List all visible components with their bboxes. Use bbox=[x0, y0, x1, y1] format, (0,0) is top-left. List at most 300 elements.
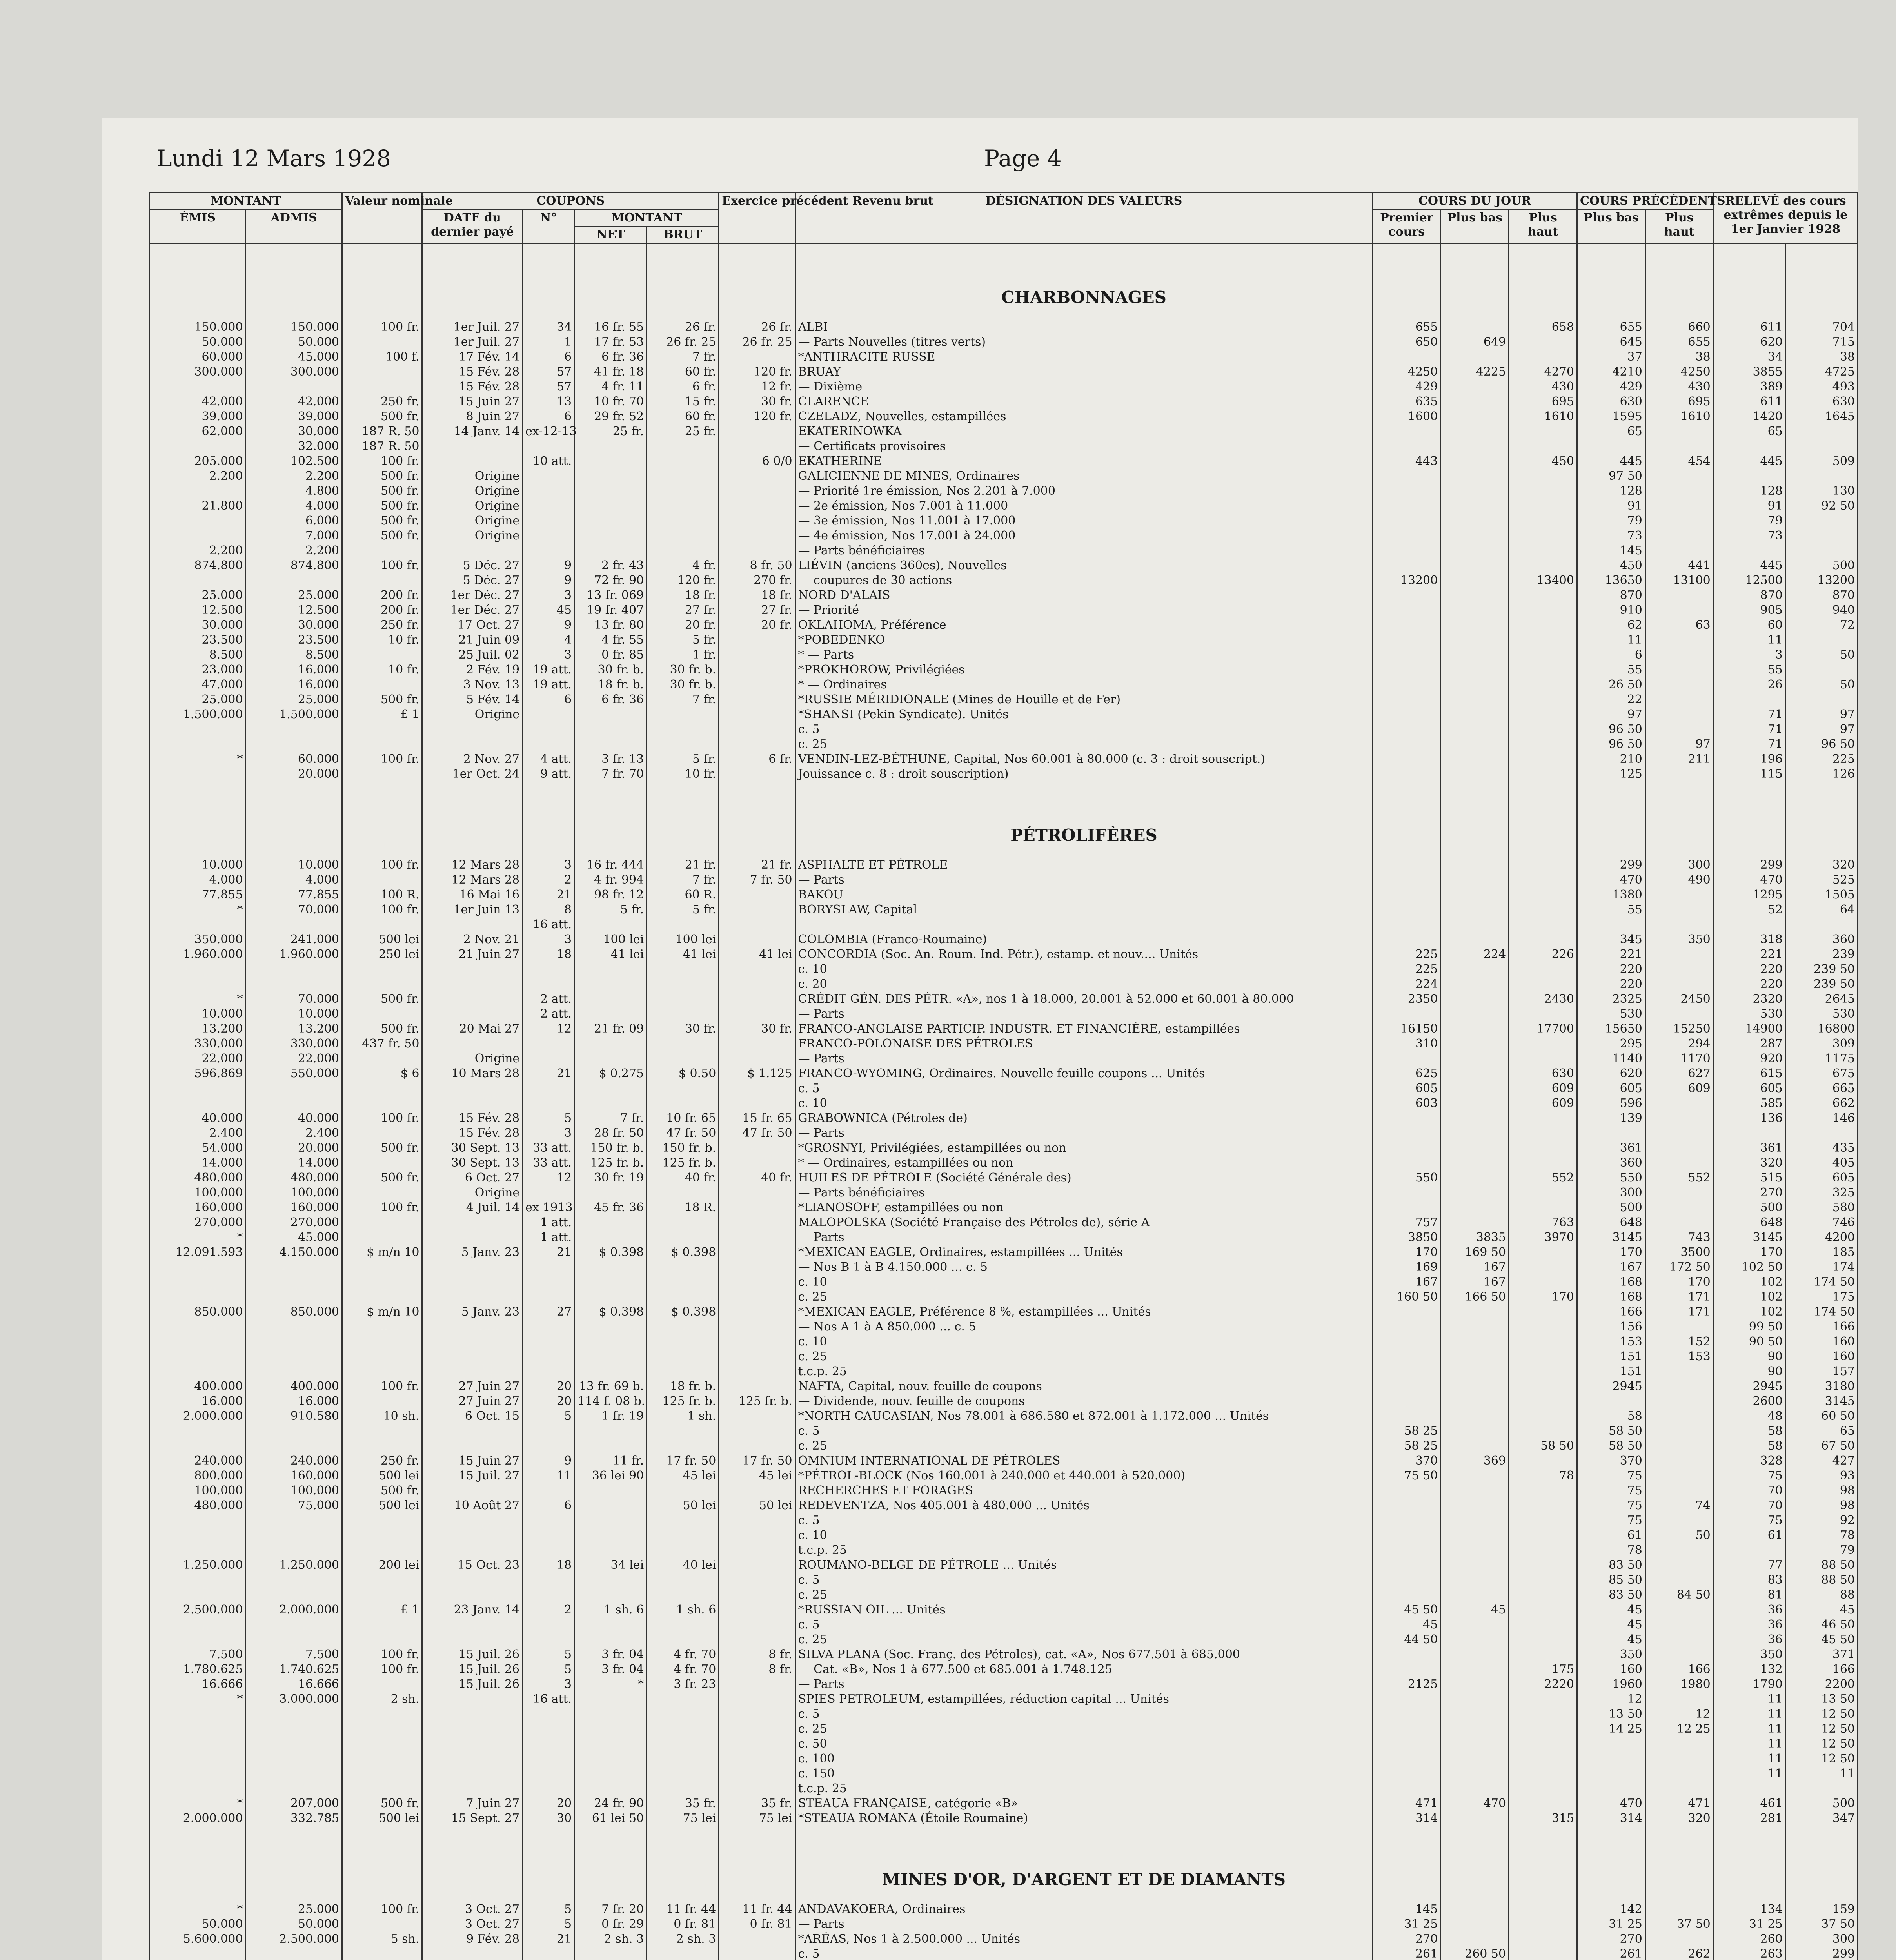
table-cell bbox=[647, 1260, 719, 1275]
table-cell bbox=[1441, 1751, 1509, 1766]
table-cell: 2945 bbox=[1713, 1379, 1785, 1394]
table-cell bbox=[719, 1483, 795, 1498]
table-cell bbox=[1373, 692, 1441, 707]
table-cell bbox=[342, 1947, 422, 1960]
table-cell: 28 fr. 50 bbox=[575, 1126, 647, 1141]
table-cell: 100 f. bbox=[342, 350, 422, 365]
table-cell bbox=[1373, 1126, 1441, 1141]
table-cell bbox=[422, 1588, 523, 1602]
table-cell: 13.200 bbox=[246, 1022, 342, 1036]
table-cell bbox=[1509, 469, 1577, 484]
table-cell: 58 bbox=[1713, 1439, 1785, 1454]
table-cell bbox=[1373, 873, 1441, 887]
table-cell: 100 fr. bbox=[342, 858, 422, 873]
table-cell: 3500 bbox=[1645, 1245, 1713, 1260]
table-cell bbox=[1373, 633, 1441, 648]
table-cell bbox=[719, 917, 795, 932]
table-cell bbox=[246, 1751, 342, 1766]
table-cell: 14900 bbox=[1713, 1022, 1785, 1036]
table-cell bbox=[647, 1947, 719, 1960]
table-cell: 350.000 bbox=[150, 932, 246, 947]
table-cell bbox=[246, 1513, 342, 1528]
section-empty-cell bbox=[575, 782, 647, 858]
table-cell: 58 25 bbox=[1373, 1424, 1441, 1439]
table-cell: 115 bbox=[1713, 767, 1785, 782]
table-cell: 97 bbox=[1645, 737, 1713, 752]
table-cell: — Nos A 1 à A 850.000 ... c. 5 bbox=[795, 1319, 1373, 1334]
table-cell: 7 Juin 27 bbox=[422, 1796, 523, 1811]
table-cell: 45 bbox=[1785, 1602, 1858, 1617]
table-row bbox=[150, 543, 1858, 558]
table-cell: 443 bbox=[1373, 454, 1441, 469]
table-cell: *GROSNYI, Privilégiées, estampillées ou non bbox=[795, 1141, 1373, 1156]
table-cell: ASPHALTE ET PÉTROLE bbox=[795, 858, 1373, 873]
table-cell: OMNIUM INTERNATIONAL DE PÉTROLES bbox=[795, 1454, 1373, 1468]
table-cell: 270.000 bbox=[150, 1215, 246, 1230]
table-cell bbox=[342, 1007, 422, 1022]
table-cell bbox=[719, 1766, 795, 1781]
table-cell bbox=[1373, 1364, 1441, 1379]
table-cell: 320 bbox=[1785, 858, 1858, 873]
table-cell bbox=[1785, 439, 1858, 454]
section-empty-cell bbox=[523, 243, 575, 320]
table-cell: 2.200 bbox=[246, 543, 342, 558]
table-cell bbox=[1645, 1513, 1713, 1528]
table-cell: 4 fr. 11 bbox=[575, 379, 647, 394]
table-cell bbox=[1509, 1558, 1577, 1573]
table-cell bbox=[719, 1543, 795, 1558]
table-cell bbox=[1713, 543, 1785, 558]
table-cell bbox=[719, 1096, 795, 1111]
table-cell: 435 bbox=[1785, 1141, 1858, 1156]
table-cell: 10 fr. bbox=[647, 767, 719, 782]
table-cell bbox=[342, 873, 422, 887]
table-cell: 83 50 bbox=[1577, 1588, 1645, 1602]
table-cell bbox=[422, 1543, 523, 1558]
table-cell: 14 Janv. 14 bbox=[422, 424, 523, 439]
table-cell bbox=[246, 1096, 342, 1111]
table-cell: 5 bbox=[523, 1917, 575, 1932]
table-cell: 5 fr. bbox=[647, 902, 719, 917]
table-cell: 36 bbox=[1713, 1617, 1785, 1632]
section-empty-cell bbox=[575, 1826, 647, 1902]
table-cell: 4250 bbox=[1645, 365, 1713, 379]
table-cell: BAKOU bbox=[795, 887, 1373, 902]
table-cell: 4 att. bbox=[523, 752, 575, 767]
table-cell bbox=[1373, 618, 1441, 633]
table-cell: 45 bbox=[1373, 1617, 1441, 1632]
table-cell bbox=[647, 1781, 719, 1796]
table-cell bbox=[1441, 454, 1509, 469]
table-cell: 5 fr. bbox=[575, 902, 647, 917]
table-cell: c. 25 bbox=[795, 737, 1373, 752]
table-cell: 13 fr. 069 bbox=[575, 588, 647, 603]
table-cell: 2.500.000 bbox=[150, 1602, 246, 1617]
table-cell: 314 bbox=[1577, 1811, 1645, 1826]
table-cell bbox=[1509, 1632, 1577, 1647]
table-cell: 30.000 bbox=[246, 424, 342, 439]
table-cell: 134 bbox=[1713, 1902, 1785, 1917]
table-cell: 92 50 bbox=[1785, 499, 1858, 514]
table-cell bbox=[422, 1617, 523, 1632]
table-cell bbox=[575, 962, 647, 977]
table-cell bbox=[150, 1737, 246, 1751]
table-cell bbox=[647, 454, 719, 469]
table-cell: 3 Nov. 13 bbox=[422, 677, 523, 692]
table-cell: 41 lei bbox=[647, 947, 719, 962]
table-cell bbox=[523, 528, 575, 543]
table-cell bbox=[1441, 528, 1509, 543]
table-cell: c. 5 bbox=[795, 1947, 1373, 1960]
table-cell: 295 bbox=[1577, 1036, 1645, 1051]
table-cell bbox=[1645, 1766, 1713, 1781]
table-row bbox=[150, 1275, 1858, 1290]
table-cell: 167 bbox=[1441, 1260, 1509, 1275]
table-cell: 1980 bbox=[1645, 1677, 1713, 1692]
table-cell: 11 bbox=[523, 1468, 575, 1483]
table-cell bbox=[422, 1692, 523, 1707]
table-cell bbox=[150, 1439, 246, 1454]
table-cell: *PÉTROL-BLOCK (Nos 160.001 à 240.000 et 440.001 à 520.000) bbox=[795, 1468, 1373, 1483]
table-cell: 211 bbox=[1645, 752, 1713, 767]
table-cell: 445 bbox=[1577, 454, 1645, 469]
table-cell: 3 Oct. 27 bbox=[422, 1917, 523, 1932]
table-cell: 2 Fév. 19 bbox=[422, 662, 523, 677]
table-cell: 23.500 bbox=[246, 633, 342, 648]
table-row bbox=[150, 1796, 1858, 1811]
table-cell bbox=[1509, 1917, 1577, 1932]
table-cell bbox=[1441, 573, 1509, 588]
table-row bbox=[150, 737, 1858, 752]
table-cell: 530 bbox=[1713, 1007, 1785, 1022]
table-cell bbox=[647, 917, 719, 932]
table-row bbox=[150, 618, 1858, 633]
table-cell: 20.000 bbox=[246, 1141, 342, 1156]
table-cell: OKLAHOMA, Préférence bbox=[795, 618, 1373, 633]
table-cell: 9 bbox=[523, 618, 575, 633]
section-title: CHARBONNAGES bbox=[795, 243, 1373, 320]
table-cell bbox=[422, 1007, 523, 1022]
releve-header: RELEVÉ des cours extrêmes depuis le 1er Janvier 1928 bbox=[1713, 193, 1858, 243]
table-cell bbox=[1373, 558, 1441, 573]
table-cell bbox=[719, 1230, 795, 1245]
table-cell: 16.000 bbox=[150, 1394, 246, 1409]
table-cell bbox=[422, 962, 523, 977]
table-cell: 635 bbox=[1373, 394, 1441, 409]
table-cell: 52 bbox=[1713, 902, 1785, 917]
table-cell: $ 6 bbox=[342, 1066, 422, 1081]
table-cell bbox=[1373, 722, 1441, 737]
table-cell: c. 25 bbox=[795, 1349, 1373, 1364]
table-cell: 99 50 bbox=[1713, 1319, 1785, 1334]
table-cell bbox=[1373, 528, 1441, 543]
table-cell: 9 bbox=[523, 558, 575, 573]
table-cell: 221 bbox=[1577, 947, 1645, 962]
table-cell bbox=[719, 767, 795, 782]
table-cell bbox=[719, 707, 795, 722]
table-cell: *RUSSIE MÉRIDIONALE (Mines de Houille et de Fer) bbox=[795, 692, 1373, 707]
table-row bbox=[150, 454, 1858, 469]
table-cell bbox=[523, 1483, 575, 1498]
table-cell bbox=[422, 1751, 523, 1766]
table-cell bbox=[1509, 1647, 1577, 1662]
table-cell: 361 bbox=[1713, 1141, 1785, 1156]
table-cell: 157 bbox=[1785, 1364, 1858, 1379]
table-cell bbox=[523, 1781, 575, 1796]
table-cell: 100 fr. bbox=[342, 1379, 422, 1394]
table-cell: 609 bbox=[1509, 1081, 1577, 1096]
table-cell bbox=[719, 1081, 795, 1096]
table-cell bbox=[422, 1260, 523, 1275]
table-cell bbox=[1441, 662, 1509, 677]
table-cell: 11 bbox=[1713, 1722, 1785, 1737]
table-cell: 920 bbox=[1713, 1051, 1785, 1066]
table-cell bbox=[719, 722, 795, 737]
table-cell bbox=[1645, 677, 1713, 692]
table-cell: 5 bbox=[523, 1662, 575, 1677]
table-cell: Jouissance c. 8 : droit souscription) bbox=[795, 767, 1373, 782]
table-cell bbox=[523, 1290, 575, 1305]
table-cell: Origine bbox=[422, 514, 523, 528]
table-cell bbox=[1441, 1200, 1509, 1215]
table-cell bbox=[1441, 1677, 1509, 1692]
table-cell: 3 fr. 23 bbox=[647, 1677, 719, 1692]
table-cell bbox=[342, 1543, 422, 1558]
table-cell bbox=[719, 1305, 795, 1319]
table-cell: 42.000 bbox=[150, 394, 246, 409]
table-cell: 1170 bbox=[1645, 1051, 1713, 1066]
table-cell bbox=[342, 1617, 422, 1632]
table-cell: 239 50 bbox=[1785, 977, 1858, 992]
table-cell: 500 fr. bbox=[342, 484, 422, 499]
table-cell: 300 bbox=[1785, 1932, 1858, 1947]
table-cell bbox=[422, 1230, 523, 1245]
table-cell bbox=[1441, 499, 1509, 514]
table-cell bbox=[150, 1947, 246, 1960]
table-cell bbox=[1441, 1171, 1509, 1185]
table-cell bbox=[246, 977, 342, 992]
table-cell bbox=[1785, 1781, 1858, 1796]
table-cell: 715 bbox=[1785, 335, 1858, 350]
table-cell: STEAUA FRANÇAISE, catégorie «B» bbox=[795, 1796, 1373, 1811]
table-cell: 480.000 bbox=[150, 1498, 246, 1513]
table-cell bbox=[342, 1051, 422, 1066]
table-cell: 18 fr. bbox=[647, 588, 719, 603]
table-cell: 299 bbox=[1577, 858, 1645, 873]
table-cell: 153 bbox=[1645, 1349, 1713, 1364]
table-cell bbox=[1785, 1126, 1858, 1141]
table-cell bbox=[1785, 917, 1858, 932]
table-cell bbox=[719, 662, 795, 677]
table-cell bbox=[1785, 543, 1858, 558]
table-cell: 625 bbox=[1373, 1066, 1441, 1081]
table-cell bbox=[719, 1290, 795, 1305]
table-cell bbox=[1645, 1558, 1713, 1573]
table-cell: 270 bbox=[1373, 1932, 1441, 1947]
table-cell bbox=[1373, 1111, 1441, 1126]
table-cell: 50 bbox=[1785, 648, 1858, 662]
table-cell bbox=[342, 1737, 422, 1751]
section-empty-cell bbox=[1785, 243, 1858, 320]
section-empty-cell bbox=[342, 243, 422, 320]
table-cell bbox=[1645, 962, 1713, 977]
table-cell: 4 fr. bbox=[647, 558, 719, 573]
table-row bbox=[150, 752, 1858, 767]
section-empty-cell bbox=[1509, 782, 1577, 858]
table-cell bbox=[647, 737, 719, 752]
table-cell bbox=[1645, 1379, 1713, 1394]
table-cell: 166 50 bbox=[1441, 1290, 1509, 1305]
table-cell bbox=[575, 1260, 647, 1275]
table-cell bbox=[342, 1319, 422, 1334]
table-cell bbox=[1509, 1424, 1577, 1439]
table-cell: $ m/n 10 bbox=[342, 1245, 422, 1260]
table-cell bbox=[719, 1932, 795, 1947]
table-row bbox=[150, 887, 1858, 902]
table-cell: 33 att. bbox=[523, 1156, 575, 1171]
table-cell: 650 bbox=[1373, 335, 1441, 350]
table-cell bbox=[1509, 350, 1577, 365]
table-cell: 100.000 bbox=[150, 1185, 246, 1200]
table-cell: 649 bbox=[1441, 335, 1509, 350]
table-cell bbox=[150, 1707, 246, 1722]
table-cell bbox=[647, 469, 719, 484]
table-cell: 100 lei bbox=[647, 932, 719, 947]
table-cell bbox=[422, 1096, 523, 1111]
table-cell: 20 bbox=[523, 1394, 575, 1409]
table-cell: 50.000 bbox=[150, 1917, 246, 1932]
table-cell: 34 lei bbox=[575, 1558, 647, 1573]
table-cell bbox=[1441, 1141, 1509, 1156]
table-cell: 139 bbox=[1577, 1111, 1645, 1126]
table-cell bbox=[647, 1036, 719, 1051]
table-cell: 609 bbox=[1509, 1096, 1577, 1111]
table-cell bbox=[523, 962, 575, 977]
table-cell bbox=[1441, 1007, 1509, 1022]
table-cell bbox=[719, 1947, 795, 1960]
table-cell bbox=[1373, 1200, 1441, 1215]
table-cell: 461 bbox=[1713, 1796, 1785, 1811]
table-cell: 166 bbox=[1577, 1305, 1645, 1319]
table-cell: 187 R. 50 bbox=[342, 439, 422, 454]
table-cell: 11 bbox=[1713, 1751, 1785, 1766]
table-cell bbox=[422, 454, 523, 469]
table-cell: 44 50 bbox=[1373, 1632, 1441, 1647]
table-row bbox=[150, 335, 1858, 350]
table-cell: 648 bbox=[1713, 1215, 1785, 1230]
table-row bbox=[150, 1662, 1858, 1677]
table-cell: 1.250.000 bbox=[150, 1558, 246, 1573]
table-cell bbox=[1373, 648, 1441, 662]
table-cell bbox=[647, 1751, 719, 1766]
table-cell: 627 bbox=[1645, 1066, 1713, 1081]
table-cell bbox=[647, 1737, 719, 1751]
table-cell bbox=[1713, 692, 1785, 707]
table-cell bbox=[719, 1141, 795, 1156]
table-cell: c. 25 bbox=[795, 1632, 1373, 1647]
table-cell: 40.000 bbox=[150, 1111, 246, 1126]
section-heading-row bbox=[150, 1826, 1858, 1902]
table-cell: — Parts bbox=[795, 1917, 1373, 1932]
table-cell: 12 50 bbox=[1785, 1737, 1858, 1751]
table-cell bbox=[1509, 1156, 1577, 1171]
table-cell: 88 50 bbox=[1785, 1558, 1858, 1573]
table-cell bbox=[246, 917, 342, 932]
table-cell: 30 fr. b. bbox=[647, 677, 719, 692]
table-cell: $ 0.398 bbox=[575, 1245, 647, 1260]
table-cell bbox=[647, 1722, 719, 1737]
table-cell bbox=[246, 1275, 342, 1290]
table-cell bbox=[1441, 767, 1509, 782]
table-cell: c. 20 bbox=[795, 977, 1373, 992]
table-cell: 800.000 bbox=[150, 1468, 246, 1483]
table-cell: 61 bbox=[1577, 1528, 1645, 1543]
table-cell: 220 bbox=[1713, 962, 1785, 977]
section-empty-cell bbox=[150, 243, 246, 320]
table-cell: 170 bbox=[1645, 1275, 1713, 1290]
table-cell: $ 0.398 bbox=[647, 1305, 719, 1319]
table-cell bbox=[1645, 917, 1713, 932]
table-cell: * bbox=[575, 1677, 647, 1692]
table-cell: 1295 bbox=[1713, 887, 1785, 902]
table-cell bbox=[1373, 603, 1441, 618]
table-cell bbox=[246, 1543, 342, 1558]
table-cell bbox=[1441, 1737, 1509, 1751]
table-cell bbox=[647, 1215, 719, 1230]
table-cell: 250 fr. bbox=[342, 618, 422, 633]
table-cell: c. 10 bbox=[795, 1096, 1373, 1111]
table-cell bbox=[342, 737, 422, 752]
table-cell: 130 bbox=[1785, 484, 1858, 499]
table-cell bbox=[1645, 1543, 1713, 1558]
table-cell bbox=[719, 1737, 795, 1751]
table-cell bbox=[1577, 1781, 1645, 1796]
table-cell: — Parts bbox=[795, 873, 1373, 887]
table-cell bbox=[1441, 917, 1509, 932]
table-cell bbox=[719, 1379, 795, 1394]
table-cell bbox=[1373, 1051, 1441, 1066]
table-cell: 27 Juin 27 bbox=[422, 1394, 523, 1409]
table-cell bbox=[719, 350, 795, 365]
table-cell bbox=[575, 1081, 647, 1096]
table-cell: — Parts bbox=[795, 1230, 1373, 1245]
table-cell: 12 bbox=[1645, 1707, 1713, 1722]
table-row bbox=[150, 424, 1858, 439]
table-cell bbox=[523, 1588, 575, 1602]
table-cell: 10 fr. 70 bbox=[575, 394, 647, 409]
table-cell: 500 fr. bbox=[342, 499, 422, 514]
table-cell: 100 fr. bbox=[342, 752, 422, 767]
section-empty-cell bbox=[1441, 1826, 1509, 1902]
table-cell bbox=[647, 1483, 719, 1498]
table-cell: 1790 bbox=[1713, 1677, 1785, 1692]
table-cell: 7.500 bbox=[246, 1647, 342, 1662]
table-cell: 1 bbox=[523, 335, 575, 350]
table-cell bbox=[342, 962, 422, 977]
table-cell: 102 bbox=[1713, 1275, 1785, 1290]
table-cell: 13 50 bbox=[1785, 1692, 1858, 1707]
table-cell: 45 bbox=[523, 603, 575, 618]
table-cell: c. 150 bbox=[795, 1766, 1373, 1781]
table-cell bbox=[1441, 1036, 1509, 1051]
table-cell bbox=[719, 1722, 795, 1737]
table-cell: 1.740.625 bbox=[246, 1662, 342, 1677]
table-cell bbox=[1441, 902, 1509, 917]
table-cell bbox=[523, 1334, 575, 1349]
table-row bbox=[150, 514, 1858, 528]
table-cell: 156 bbox=[1577, 1319, 1645, 1334]
section-empty-cell bbox=[1577, 1826, 1645, 1902]
